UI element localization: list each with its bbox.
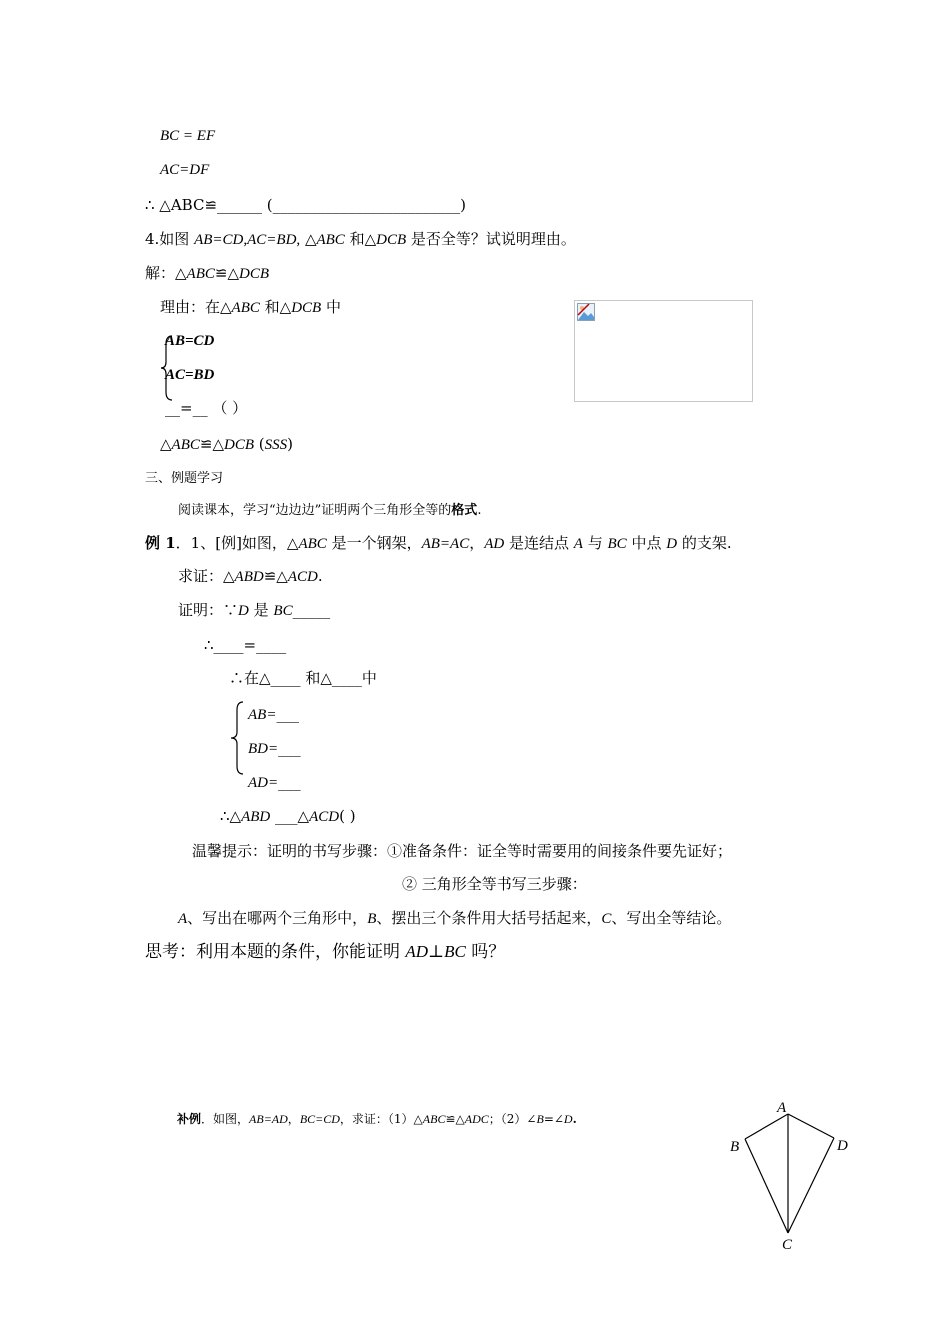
proof-ab: AB=___	[248, 705, 299, 723]
label-d: D	[837, 1138, 848, 1154]
think-question: 思考：利用本题的条件，你能证明 AD⊥BC 吗？	[145, 942, 506, 962]
proof-brace	[228, 700, 248, 776]
example-1: 例 1．1、[例]如图，△ABC 是一个钢架，AB=AC，AD 是连结点 A 与 BC 中点 D 的支架.	[145, 534, 732, 552]
line-ac-df: AC=DF	[160, 162, 210, 178]
kite-figure	[720, 1095, 860, 1255]
tip-step-2: ② 三角形全等书写三步骤：	[402, 875, 587, 893]
problem-4: 4.如图 AB=CD,AC=BD, △ABC 和△DCB 是否全等？试说明理由。	[145, 230, 576, 248]
reading-instruction: 阅读课本，学习“边边边”证明两个三角形全等的格式.	[178, 503, 482, 518]
proof-conclusion: ∴△ABD ___△ACD( )	[220, 807, 356, 825]
proof-start: 证明：∵D 是 BC_____	[178, 601, 331, 619]
proof-in-triangles: ∴在△____ 和△____中	[229, 669, 377, 687]
segment-bc	[745, 1139, 788, 1233]
answer-line: 解：△ABC≌△DCB	[145, 264, 269, 282]
line-therefore-abc: ∴ △ABC≌______ (_________________________)	[145, 196, 466, 214]
tip-line: 温馨提示：证明的书写步骤：①准备条件：证全等时需要用的间接条件要先证好；	[192, 842, 733, 860]
proof-bd: BD=___	[248, 739, 301, 757]
conclusion-sss: △ABC≌△DCB (SSS)	[160, 435, 293, 453]
label-c: C	[782, 1237, 793, 1253]
condition-ab-cd: AB=CD	[165, 333, 215, 349]
segment-ad	[788, 1114, 834, 1138]
label-a: A	[777, 1100, 787, 1116]
supplementary-example: 补例．如图，AB=AD，BC=CD，求证：（1）△ABC≌△ADC；（2）∠B=∠D.	[177, 1112, 577, 1126]
broken-image-icon	[577, 303, 595, 321]
image-placeholder	[574, 300, 753, 402]
reason-line: 理由：在△ABC 和△DCB 中	[160, 298, 341, 316]
condition-blank: __=__ （ ）	[165, 399, 248, 417]
line-bc-ef: BC = EF	[160, 128, 216, 144]
proof-ad: AD=___	[248, 773, 301, 791]
segment-dc	[788, 1138, 834, 1233]
prove-statement: 求证：△ABD≌△ACD.	[178, 567, 323, 585]
tip-steps-abc: A、写出在哪两个三角形中，B、摆出三个条件用大括号括起来，C、写出全等结论。	[178, 909, 732, 927]
section-heading: 三、例题学习	[145, 471, 224, 486]
proof-therefore: ∴____=____	[204, 636, 287, 654]
condition-ac-bd: AC=BD	[165, 367, 215, 383]
segment-ab	[745, 1114, 788, 1139]
label-b: B	[730, 1139, 740, 1155]
